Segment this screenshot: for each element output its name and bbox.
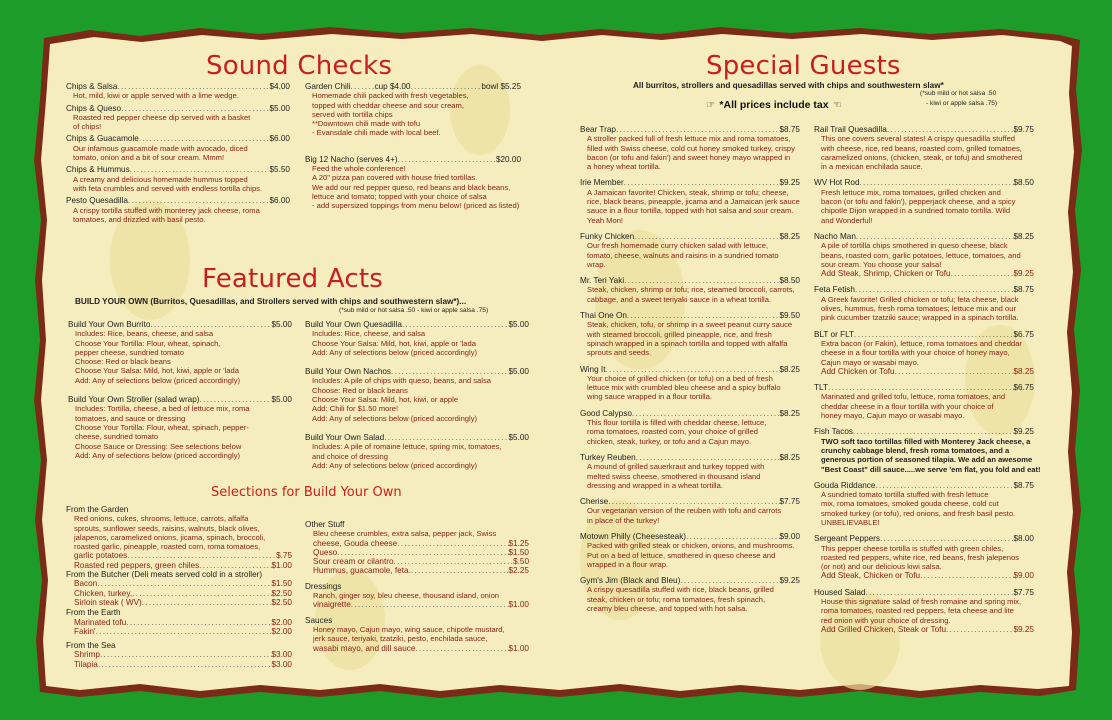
item-price: $9.25 <box>779 576 800 586</box>
item-desc: generous portion of seasoned tilapia. We add an awesome <box>821 455 1033 465</box>
item-price: $5.00 <box>508 432 529 442</box>
add-option: Add Grilled Chicken, Steak or Tofu <box>821 624 946 634</box>
selection-name: Fakin' <box>74 626 96 636</box>
featured-right <box>305 320 529 470</box>
item-desc: Our infamous guacamole made with avocado, diced <box>73 143 248 153</box>
item-desc: wing sauce wrapped in a flour tortilla. <box>587 392 712 402</box>
menu-item <box>580 125 800 171</box>
item-desc: of chips! <box>73 122 102 132</box>
section-heading: From the Earth <box>66 608 121 618</box>
item-price: $8.00 <box>1013 534 1034 544</box>
item-desc: Cajun mayo or wasabi mayo. <box>821 357 919 367</box>
item-desc: A pile of tortilla chips smothered in queso cheese, black <box>821 241 1008 251</box>
menu-item <box>66 104 290 132</box>
item-desc: spinach wrapped in a spinach tortilla and topped with alfalfa <box>587 338 788 348</box>
menu-item <box>66 82 290 101</box>
item-desc: melted swiss cheese, smothered in thousand island <box>587 471 761 481</box>
item-name: Cherise <box>580 497 609 507</box>
item-price: $6.00 <box>269 196 290 206</box>
item-name: Good Calypso <box>580 408 632 418</box>
selection-text: jerk sauce, teriyaki, tzatziki, pesto, enchilada sauce, <box>313 634 488 644</box>
item-desc: Choose Your Tortilla: Flour, wheat, spinach, <box>75 338 221 348</box>
item-desc: Your choice of grilled chicken (or tofu) on a bed of fresh <box>587 373 773 383</box>
section-heading: Sauces <box>305 615 333 625</box>
item-desc: and Wonderful! <box>821 215 873 225</box>
item-desc: Add: Any of selections below (priced accordingly) <box>312 460 478 470</box>
selection-text: Red onions, cukes, shrooms, lettuce, carrots, alfalfa <box>74 514 249 524</box>
item-desc: Choose Your Salsa: Mild, hot, kiwi, apple or 'lada <box>75 366 239 376</box>
add-option: Add Steak, Chicken or Tofu <box>821 571 921 581</box>
item-desc: Add: Any of selections below (priced accordingly) <box>312 413 478 423</box>
item-desc: tomatoes, and drizzled with basil pesto. <box>73 214 206 224</box>
item-desc: served with tortilla chips <box>312 109 393 119</box>
featured-acts-note: (*sub mild or hot salsa .50 - kiwi or apple salsa .75) <box>339 307 489 314</box>
item-desc: Put on a bed of lettuce, smothered in queso cheese and <box>587 550 776 560</box>
item-name: Turkey Reuben <box>580 452 636 462</box>
menu-item <box>814 125 1034 171</box>
selection-name: Tilapia <box>74 659 98 669</box>
selection-price: $1.25 <box>508 538 529 548</box>
item-name: Chips & Salsa <box>66 82 118 91</box>
selection-name: Roasted red peppers, green chiles <box>74 560 200 570</box>
item-desc: Choose: Red or black beans <box>312 385 408 395</box>
item-name: Chips & Hummus <box>66 165 130 175</box>
item-desc: with cheese, rice, red beans, roasted corn, grilled tomatoes, <box>821 143 1022 153</box>
item-desc: caramelized onions, (chicken, steak, or tofu) and smothered <box>821 152 1023 162</box>
item-desc: beans, roasted corn, garlic potatoes, lettuce, tomatoes, and <box>821 250 1021 260</box>
menu-item <box>580 453 800 490</box>
add-option-price: $9.25 <box>1013 624 1034 634</box>
item-price: $9.00 <box>779 531 800 541</box>
item-name: Funky Chicken <box>580 231 635 241</box>
item-price: $8.50 <box>779 276 800 286</box>
item-price: $6.00 <box>269 134 290 144</box>
item-desc: roma tomatoes, roasted corn, your choice of grilled <box>587 427 758 437</box>
selection-text: Bleu cheese crumbles, extra salsa, pepper jack, Swiss <box>313 529 497 539</box>
item-desc: Includes: A pile of romaine lettuce, spring mix, tomatoes, <box>312 442 502 452</box>
item-desc: mix, roma tomatoes, smoked gouda cheese, cold cut <box>821 499 999 509</box>
item-desc: cheese in a flour tortilla with your choice of honey mayo, <box>821 348 1010 358</box>
special-guests-note-1: (*sub mild or hot salsa .50 <box>920 90 997 97</box>
item-desc: Our fresh homemade curry chicken salad with lettuce, <box>587 241 769 251</box>
item-desc: filled with Swiss cheese, cold cut honey smoked turkey, crispy <box>587 143 795 153</box>
special-left <box>580 125 800 613</box>
menu-item <box>66 196 290 224</box>
item-price: $8.25 <box>779 452 800 462</box>
item-price: $8.25 <box>779 408 800 418</box>
item-name: Build Your Own Stroller (salad wrap) <box>68 395 200 405</box>
selection-price: $1.50 <box>271 579 292 589</box>
item-name: TLT <box>814 383 828 393</box>
item-price: $7.75 <box>1013 587 1034 597</box>
section-heading: Dressings <box>305 581 342 591</box>
item-desc: Homemade chili packed with fresh vegetables, <box>312 91 469 101</box>
selection-name: garlic potatoes <box>74 551 128 561</box>
item-price: $9.50 <box>779 311 800 321</box>
item-desc: A stroller packed full of fresh lettuce mix and roma tomatoes, <box>587 134 791 144</box>
item-desc: pepper cheese, sundried tomato <box>75 347 184 357</box>
item-desc: crunchy cabbage blend, fresh roma tomatoes, and a <box>821 445 1010 455</box>
sound-checks-right <box>305 82 521 211</box>
special-guests-title: Special Guests <box>706 51 901 81</box>
item-desc: - add supersized toppings from menu below! (priced as listed) <box>312 201 520 211</box>
item-desc: dressing and wrapped in a wheat tortilla. <box>587 480 723 490</box>
selection-price: $2.00 <box>271 617 292 627</box>
item-desc: Add: Any of selections below (priced accordingly) <box>312 347 478 357</box>
item-desc: Add: Any of selections below (priced accordingly) <box>75 450 241 460</box>
item-desc: tomato, onion and a bit of sour cream. Mmm! <box>73 153 225 163</box>
item-name: BLT or FLT <box>814 329 855 339</box>
menu-item <box>814 232 1034 278</box>
item-desc: bacon (or tofu and fakin'), pepperjack cheese, and a spicy <box>821 197 1016 207</box>
item-desc: red onion with your choice of dressing. <box>821 615 951 625</box>
menu-item <box>580 497 800 525</box>
item-desc: Hot, mild, kiwi or apple served with a lime wedge. <box>73 91 239 101</box>
menu-item <box>580 276 800 304</box>
menu-item <box>814 481 1034 527</box>
special-right <box>814 125 1041 634</box>
item-name: Thai One On <box>580 311 627 321</box>
item-desc: Choose Your Salsa: Mild, hot, kiwi, apple or 'lada <box>312 338 476 348</box>
menu-item <box>814 330 1034 376</box>
item-name: Motown Philly (Cheesesteak) <box>580 531 687 541</box>
menu-item <box>814 285 1034 322</box>
item-name: Rail Trail Quesadilla <box>814 125 887 134</box>
menu-item <box>814 534 1034 580</box>
item-desc: Our vegetarian version of the reuben with tofu and carrots <box>587 506 782 516</box>
item-desc: **Downtown chili made with tofu <box>312 119 421 129</box>
item-price: $8.75 <box>1013 480 1034 490</box>
item-desc: Includes: Rice, cheese, and salsa <box>312 329 426 339</box>
item-desc: in place of the turkey! <box>587 515 660 525</box>
item-desc: lettuce and tomato; topped with your choice of salsa <box>312 191 487 201</box>
item-desc: A crispy quesadilla stuffed with rice, black beans, grilled <box>587 585 774 595</box>
section-heading: From the Sea <box>66 641 116 651</box>
item-name: Build Your Own Nachos <box>305 367 392 377</box>
featured-acts-subtitle: BUILD YOUR OWN (Burritos, Quesadillas, and Strollers served with chips and southwestern slaw*)... <box>75 297 467 306</box>
add-option-price: $8.25 <box>1013 366 1034 376</box>
item-desc: This flour tortilla is filled with cheddar cheese, lettuce, <box>587 418 767 428</box>
selection-price: $2.25 <box>508 566 529 576</box>
item-name: Housed Salad <box>814 587 866 597</box>
menu-item <box>580 311 800 357</box>
item-price: $9.25 <box>1013 427 1034 437</box>
item-price: $6.75 <box>1013 383 1034 393</box>
featured-left <box>68 320 292 460</box>
item-name: Garden Chili <box>305 82 351 91</box>
item-desc: and choice of dressing <box>312 451 388 461</box>
item-desc: smoked turkey (or tofu), red onions, and fresh basil pesto. <box>821 508 1016 518</box>
item-price: $20.00 <box>495 154 521 164</box>
menu-item <box>68 320 292 385</box>
item-desc: A creamy and delicious homemade hummus topped <box>73 174 248 184</box>
selection-price: $1.50 <box>508 547 529 557</box>
item-desc: cheese, sundried tomato <box>75 432 159 442</box>
item-desc: A sundried tomato tortilla stuffed with fresh lettuce <box>821 490 989 500</box>
item-desc: Choose Your Salsa: Mild, hot, kiwi, or apple <box>312 395 459 405</box>
item-desc: honey mayo, Cajun mayo or wasabi mayo. <box>821 411 965 421</box>
item-name: Gouda Riddance <box>814 480 876 490</box>
item-name: Gym's Jim (Black and Bleu) <box>580 576 681 586</box>
selection-name: cheese, Gouda cheese <box>313 538 398 548</box>
selection-price: $2.50 <box>271 597 292 607</box>
item-desc: steak, chicken or tofu; roma tomatoes, fresh spinach, <box>587 594 766 604</box>
item-desc: sprouts and seeds. <box>587 348 652 358</box>
selections-left <box>66 505 292 669</box>
item-desc: Feed the whole conference! <box>312 164 406 174</box>
special-guests-subtitle: All burritos, strollers and quesadillas served with chips and southwestern slaw* <box>633 81 944 90</box>
item-desc: Choose Your Tortilla: Flour, wheat, spinach, pepper- <box>75 422 249 432</box>
item-desc: creamy bleu cheese, and topped with hot salsa. <box>587 604 748 614</box>
special-guests-note-2: - kiwi or apple salsa .75) <box>926 100 998 107</box>
menu-item-chili <box>305 82 521 138</box>
menu-item <box>580 232 800 269</box>
item-desc: Packed with grilled steak or chicken, onions, and mushrooms. <box>587 541 795 551</box>
item-desc: This pepper cheese tortilla is stuffed with green chiles, <box>821 543 1004 553</box>
sound-checks-left <box>66 82 290 224</box>
menu-item <box>66 134 290 162</box>
item-desc: Includes: Tortilla, cheese, a bed of lettuce mix, roma <box>75 404 250 414</box>
item-desc: pink cucumber tzatziki sauce; wrapped in a spinach tortilla. <box>821 313 1019 323</box>
menu-item <box>305 367 529 423</box>
item-price: $8.25 <box>779 364 800 374</box>
selection-name: Sirloin steak ( WV) <box>74 597 142 607</box>
selection-name: vinaigrette <box>313 600 351 610</box>
item-price: $5.00 <box>508 320 529 329</box>
item-price-cup: cup $4.00 <box>374 82 411 91</box>
item-desc: chipotle Dijon wrapped in a sundried tomato tortilla. Wild <box>821 206 1011 216</box>
item-desc: A Greek favorite! Grilled chicken or tofu; feta cheese, black <box>821 294 1019 304</box>
add-option-price: $9.25 <box>1013 269 1034 279</box>
item-desc: bacon (or tofu and fakin') and sweet honey mayo wrapped in <box>587 152 791 162</box>
item-desc: - Evansdale chili made with local beef. <box>312 128 441 138</box>
menu-item <box>68 395 292 460</box>
menu-item <box>305 433 529 470</box>
selection-name: Queso <box>313 547 338 557</box>
item-desc: This one covers several states! A crispy quesadilla stuffed <box>821 134 1016 144</box>
item-desc: in a mexican enchilada sauce. <box>821 162 923 172</box>
add-option: Add Chicken or Tofu <box>821 366 895 376</box>
menu-item <box>814 383 1034 420</box>
item-price: $5.00 <box>271 320 292 329</box>
item-desc: sauce in a flour tortilla, topped with hot salsa and sour cream. <box>587 206 794 216</box>
item-desc: with steamed broccoli, grilled pineapple, rice, and fresh <box>587 329 772 339</box>
item-name: Chips & Guacamole <box>66 134 139 144</box>
selection-price: $2.00 <box>271 626 292 636</box>
selection-text: sprouts, sunflower seeds, raisins, walnuts, black olives, <box>74 523 260 533</box>
selection-text: jalapenos, caramelized onions, jicama, spinach, broccoli, <box>74 532 266 542</box>
selections-right <box>305 520 529 653</box>
item-desc: lettuce mix with crumbled bleu cheese and a spicy buffalo <box>587 383 781 393</box>
selection-name: Bacon <box>74 579 98 589</box>
selection-price: $1.00 <box>271 560 292 570</box>
item-desc: House this signature salad of fresh romaine and spring mix, <box>821 597 1022 607</box>
item-desc: Includes: Rice, beans, cheese, and salsa <box>75 329 214 339</box>
item-name: Chips & Queso <box>66 103 122 113</box>
item-desc: cabbage, and a sweet teriyaki sauce in a wheat tortilla. <box>587 294 772 304</box>
item-price-bowl: bowl $5.25 <box>481 82 521 91</box>
item-name: Pesto Quesadilla <box>66 196 128 206</box>
item-name: Build Your Own Quesadilla <box>305 320 402 329</box>
section-heading: From the Garden <box>66 505 129 514</box>
item-desc: topped with cheddar cheese and sour cream, <box>312 100 464 110</box>
item-desc: Steak, chicken, shrimp or tofu; rice, steamed broccoli, carrots, <box>587 285 795 295</box>
item-desc: chicken, steak, turkey, or tofu and a Cajun mayo. <box>587 436 752 446</box>
selection-name: Chicken, turkey, <box>74 588 133 598</box>
item-price: $8.50 <box>1013 178 1034 188</box>
item-desc: "Best Coast" dill sauce.....we serve 'em flat, you fold and eat! <box>821 464 1041 474</box>
item-desc: olives, hummus, fresh roma tomatoes; lettuce mix and our <box>821 304 1016 314</box>
item-desc: Choose Sauce or Dressing: See selections below <box>75 441 242 451</box>
item-desc: We add our red pepper queso, red beans and black beans, <box>312 182 511 192</box>
selection-price: $1.00 <box>508 600 529 610</box>
menu-item <box>580 532 800 569</box>
item-price: $5.50 <box>269 165 290 175</box>
item-desc: sour cream. You choose your salsa! <box>821 259 942 269</box>
item-price: $8.25 <box>779 231 800 241</box>
item-name: Irie Member <box>580 178 624 188</box>
item-desc: Fresh lettuce mix, roma tomatoes, grilled chicken and <box>821 187 1001 197</box>
selection-price: $3.00 <box>271 659 292 669</box>
item-name: Feta Fetish <box>814 285 855 295</box>
item-name: Bear Trap <box>580 125 616 134</box>
menu-item <box>814 178 1034 224</box>
item-desc: TWO soft taco tortillas filled with Monterey Jack cheese, a <box>821 436 1031 446</box>
item-desc: (or not) and our delicious kiwi salsa. <box>821 562 942 572</box>
selection-name: Sour cream or cilantro <box>313 557 394 567</box>
item-desc: with feta crumbles and served with endless tortilla chips. <box>73 183 263 193</box>
tax-banner <box>706 96 842 112</box>
item-price: $4.00 <box>269 82 290 91</box>
item-price: $8.75 <box>779 125 800 134</box>
menu-item <box>580 365 800 402</box>
item-name: Sergeant Peppers <box>814 534 880 544</box>
item-desc: A 20" pizza pan covered with house fried tortillas. <box>312 173 478 183</box>
item-desc: Marinated and grilled tofu, lettuce, roma tomatoes, and <box>821 392 1006 402</box>
selections-title: Selections for Build Your Own <box>211 485 402 500</box>
pointing-hand-right-icon: ☞ <box>706 100 715 111</box>
item-desc: Extra bacon (or Fakin), lettuce, roma tomatoes and cheddar <box>821 338 1022 348</box>
item-name: Nacho Man <box>814 231 856 241</box>
item-price: $6.75 <box>1013 329 1034 339</box>
item-desc: tomato, cheese, walnuts and raisins in a sundried tomato <box>587 250 779 260</box>
menu-item <box>580 576 800 613</box>
item-desc: Roasted red pepper cheese dip served with a basket <box>73 112 251 122</box>
item-price: $5.00 <box>508 367 529 377</box>
item-price: $5.00 <box>271 395 292 405</box>
item-desc: Steak, chicken, tofu, or shrimp in a sweet peanut curry sauce <box>587 320 793 330</box>
selection-text: Honey mayo, Cajun mayo, wing sauce, chipotle mustard, <box>313 624 505 634</box>
menu-item <box>305 320 529 357</box>
item-desc: Add: Any of selections below (priced accordingly) <box>75 375 241 385</box>
selection-price: $1.00 <box>508 643 529 653</box>
item-desc: cheddar cheese in a flour tortilla with your choice of <box>821 401 994 411</box>
item-name: Fish Tacos <box>814 427 853 437</box>
item-desc: rice, black beans, pineapple, jicama and a Jamaican jerk sauce <box>587 197 800 207</box>
selection-price: $.50 <box>513 557 529 567</box>
selection-name: Hummus, guacamole, feta. <box>313 566 411 576</box>
item-desc: Yeah Mon! <box>587 215 624 225</box>
item-desc: A crispy tortilla stuffed with monterey jack cheese, roma <box>73 205 260 215</box>
pointing-hand-left-icon: ☜ <box>833 100 842 111</box>
item-desc: roma tomatoes, roasted red peppers, feta cheese and lite <box>821 606 1014 616</box>
item-desc: wrapped in a flour wrap. <box>587 559 669 569</box>
selection-text: roasted garlic, pineapple, roasted corn, roma tomatoes, <box>74 542 261 552</box>
item-desc: a honey wheat tortilla. <box>587 162 661 172</box>
item-desc: Add: Chili for $1.50 more! <box>312 404 399 414</box>
selection-price: $2.50 <box>271 588 292 598</box>
section-heading: From the Butcher (Deli meats served cold in a stroller) <box>66 570 263 580</box>
item-desc: wrap. <box>587 259 606 269</box>
item-desc: UNBELIEVABLE! <box>821 517 880 527</box>
selection-price: $.75 <box>276 551 292 561</box>
item-desc: Includes: A pile of chips with queso, beans, and salsa <box>312 376 491 386</box>
item-name: Build Your Own Salad <box>305 432 385 442</box>
menu-item-nacho <box>305 155 521 211</box>
item-name: Build Your Own Burrito <box>68 320 151 329</box>
section-heading: Other Stuff <box>305 520 345 529</box>
item-name: Big 12 Nacho (serves 4+) <box>305 154 398 164</box>
item-desc: Choose: Red or black beans <box>75 357 171 367</box>
item-desc: roasted red peppers, white rice, red beans, fresh jalepenos <box>821 552 1019 562</box>
selection-name: wasabi mayo, and dill sauce <box>313 643 416 653</box>
selection-name: Marinated tofu <box>74 617 127 627</box>
item-price: $9.75 <box>1013 125 1034 134</box>
item-desc: tomatoes, and sauce or dressing <box>75 413 186 423</box>
tax-note: *All prices include tax <box>719 99 829 111</box>
selection-price: $3.00 <box>271 650 292 660</box>
item-price: $7.75 <box>779 497 800 507</box>
sound-checks-title: Sound Checks <box>206 51 393 81</box>
menu-item <box>580 409 800 446</box>
item-desc: A mound of grilled sauerkraut and turkey topped with <box>587 462 765 472</box>
menu-item <box>814 588 1034 634</box>
add-option-price: $9.00 <box>1013 571 1034 581</box>
selection-text: Ranch, ginger soy, bleu cheese, thousand island, onion <box>313 591 500 601</box>
item-price: $9.25 <box>779 178 800 188</box>
featured-acts-title: Featured Acts <box>202 264 383 294</box>
item-price: $8.75 <box>1013 285 1034 295</box>
item-name: WV Hot Rod <box>814 178 860 188</box>
menu-item <box>580 178 800 224</box>
menu-item <box>66 165 290 193</box>
item-name: Mr. Teri Yaki <box>580 276 625 286</box>
selection-name: Shrimp <box>74 650 100 660</box>
item-price: $5.00 <box>269 103 290 113</box>
add-option: Add Steak, Shrimp, Chicken or Tofu <box>821 269 951 279</box>
item-price: $8.25 <box>1013 231 1034 241</box>
item-name: Wing It <box>580 364 606 374</box>
item-desc: A Jamaican favorite! Chicken, steak, shrimp or tofu; cheese, <box>587 187 789 197</box>
menu-item <box>814 427 1041 474</box>
